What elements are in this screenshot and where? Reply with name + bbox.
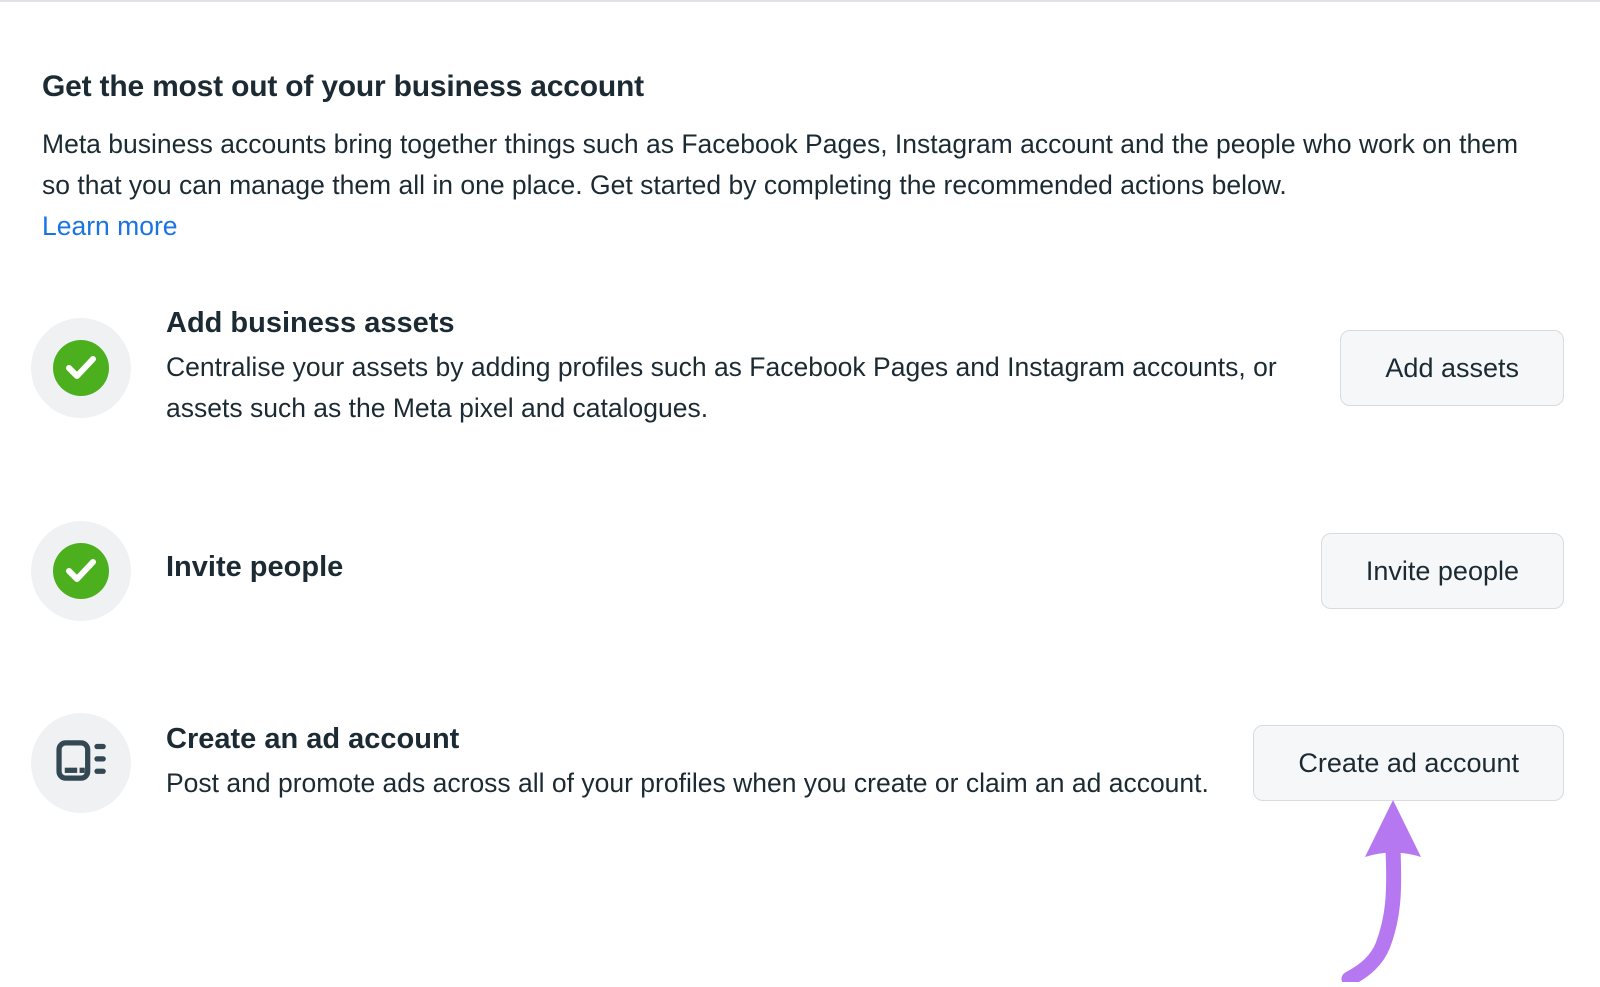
learn-more-link[interactable]: Learn more — [42, 211, 178, 241]
task-row-add-business-assets — [31, 307, 1564, 429]
task-description: Centralise your assets by adding profiles such as Facebook Pages and Instagram accounts, or assets such as the Meta pixel and catalogues. — [166, 352, 1277, 423]
task-row-create-ad-account — [31, 713, 1564, 813]
check-icon — [53, 543, 109, 599]
task-status-avatar — [31, 318, 131, 418]
task-content — [166, 307, 1308, 429]
onboarding-panel — [0, 2, 1600, 813]
task-title: Add business assets — [166, 307, 455, 339]
task-content — [166, 723, 1221, 804]
task-list — [31, 307, 1564, 813]
page-description: Meta business accounts bring together things such as Facebook Pages, Instagram account and the people who work on them so that you can manage them all in one place. Get started by completing the recommended actions below. — [42, 129, 1519, 200]
ad-account-icon — [56, 740, 106, 787]
task-status-avatar — [31, 521, 131, 621]
add-assets-button[interactable]: Add assets — [1340, 330, 1564, 406]
task-row-invite-people — [31, 521, 1564, 621]
task-title: Invite people — [166, 551, 344, 583]
task-title: Create an ad account — [166, 722, 460, 755]
task-content — [166, 551, 1289, 591]
check-icon — [53, 340, 109, 396]
task-description: Post and promote ads across all of your profiles when you create or claim an ad account. — [166, 767, 1209, 798]
page-title: Get the most out of your business account — [42, 70, 644, 103]
create-ad-account-button[interactable]: Create ad account — [1253, 725, 1564, 801]
task-status-avatar — [31, 713, 131, 813]
invite-people-button[interactable]: Invite people — [1321, 533, 1564, 609]
annotation-arrow — [1336, 800, 1446, 982]
